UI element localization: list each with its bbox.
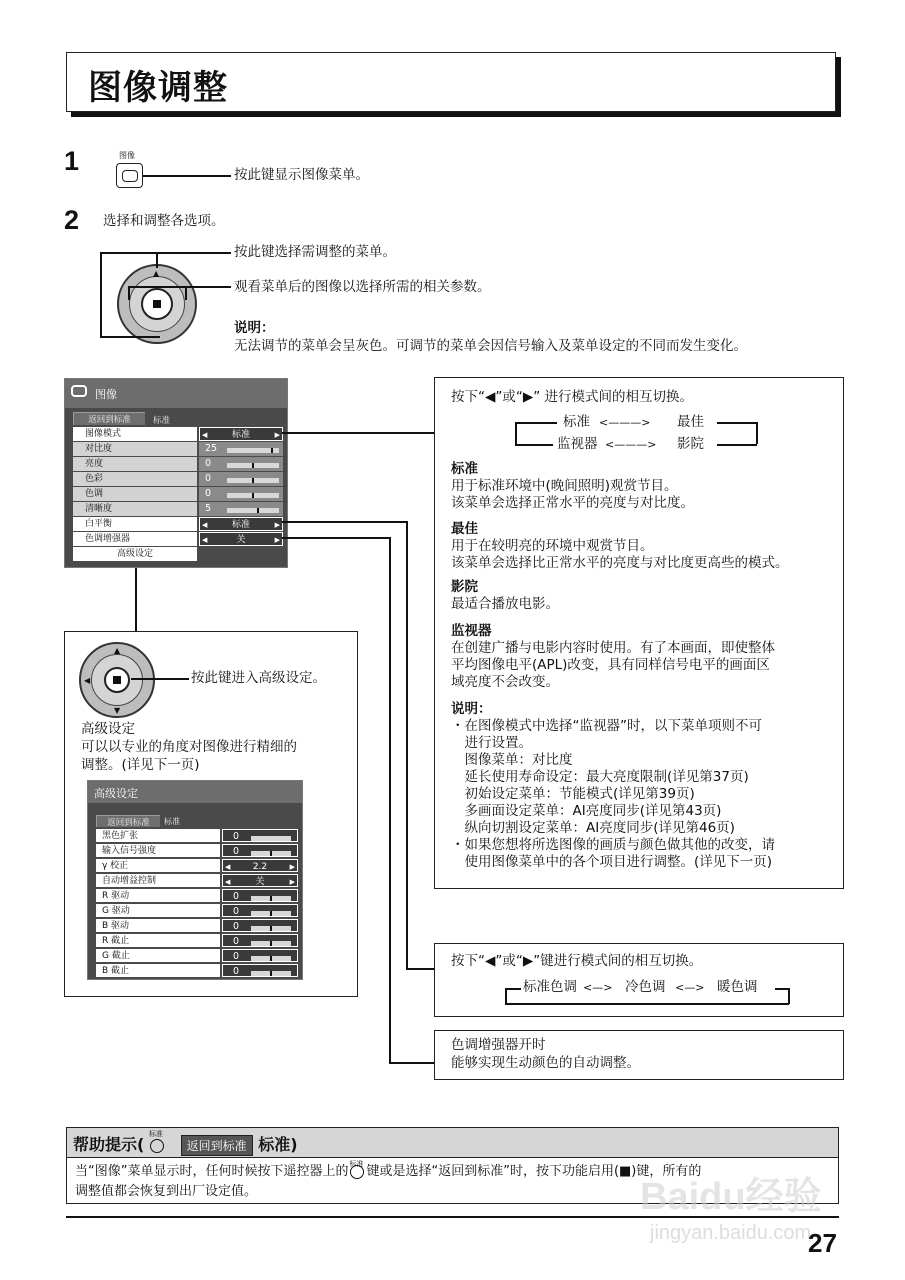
menu-row-color-enhancer[interactable]: 色调增强器 ◀ 关 ▶ [73, 532, 283, 546]
menu-row-hue[interactable]: 色调 0 [73, 487, 283, 501]
section-text: 用于在较明亮的环境中观赏节目。 [451, 538, 654, 554]
menu-row-sharpness[interactable]: 清晰度 5 [73, 502, 283, 516]
advanced-menu-title: 高级设定 [88, 781, 302, 803]
cycle-line [756, 422, 758, 444]
adv-row-b-cutoff[interactable]: B 截止 0 [96, 964, 298, 977]
tone-standard: 标准色调 [523, 979, 577, 995]
adv-row-r-drive[interactable]: R 驱动 0 [96, 889, 298, 902]
tone-cool: 冷色调 [625, 979, 666, 995]
cycle-line [775, 988, 789, 990]
advanced-desc-1: 可以以专业的角度对图像进行精细的 [81, 739, 297, 755]
help-header [66, 1127, 839, 1157]
connector-line [282, 537, 390, 539]
adv-row-g-cutoff[interactable]: G 截止 0 [96, 949, 298, 962]
advanced-heading: 高级设定 [81, 721, 135, 737]
advanced-callout: 按此键进入高级设定。 [191, 670, 326, 686]
adv-row-agc[interactable]: 自动增益控制 ◀ 关 ▶ [96, 874, 298, 887]
reset-value: 标准 [153, 416, 171, 426]
adv-row-input-level[interactable]: 输入信号强度 0 [96, 844, 298, 857]
watermark-url: jingyan.baidu.com [650, 1222, 812, 1244]
white-balance-intro: 按下“◀”或“▶”键进行模式间的相互切换。 [451, 953, 703, 969]
advanced-settings-button[interactable]: 高级设定 [73, 547, 197, 561]
left-arrow-icon: ◀ [84, 676, 91, 685]
section-title-standard: 标准 [451, 461, 478, 477]
tv-icon [71, 385, 87, 397]
note-line: ・在图像模式中选择“监视器”时，以下菜单项则不可 [451, 718, 762, 734]
tone-warm: 暖色调 [717, 979, 758, 995]
picture-menu [64, 378, 288, 568]
dpad-icon [117, 264, 197, 344]
bidirectional-arrow-icon: <———> [605, 438, 657, 451]
callout-line [156, 252, 231, 254]
note-line: 延长使用寿命设定：最大亮度限制(详见第37页) [451, 769, 749, 785]
color-enhancer-box [434, 1030, 844, 1080]
menu-row-brightness[interactable]: 亮度 0 [73, 457, 283, 471]
cycle-line [788, 988, 790, 1004]
cycle-line [515, 422, 557, 424]
menu-row-white-balance[interactable]: 白平衡 ◀ 标准 ▶ [73, 517, 283, 531]
picture-mode-box [434, 377, 844, 889]
mode-dynamic: 最佳 [677, 414, 704, 430]
up-arrow-icon: ▲ [153, 269, 160, 278]
section-text: 该菜单会选择比正常水平的亮度与对比度更高些的模式。 [451, 555, 789, 571]
connector-line [282, 432, 435, 434]
page-title: 图像调整 [88, 68, 228, 108]
menu-row-color[interactable]: 色彩 0 [73, 472, 283, 486]
menu-row-contrast[interactable]: 对比度 25 [73, 442, 283, 456]
advanced-menu [87, 780, 303, 980]
bidirectional-arrow-icon: <———> [599, 416, 651, 429]
callout-line [131, 678, 189, 680]
connector-line [389, 1062, 435, 1064]
picture-menu-title: 图像 [65, 379, 287, 408]
note-text: 无法调节的菜单会呈灰色。可调节的菜单会因信号输入及菜单设定的不同而发生变化。 [234, 338, 747, 354]
mode-cinema: 影院 [677, 436, 704, 452]
mode-intro: 按下“◀”或“▶” 进行模式间的相互切换。 [451, 389, 694, 405]
cycle-line [505, 988, 521, 990]
cycle-line [515, 444, 553, 446]
up-arrow-icon: ▲ [114, 646, 121, 655]
note-line: 初始设定菜单：节能模式(详见第39页) [451, 786, 695, 802]
reset-to-standard-button[interactable]: 返回到标准 [73, 412, 145, 425]
reset-to-standard-button[interactable]: 返回到标准 [96, 815, 160, 827]
help-title: 帮助提示( 标准 返回到标准 标准) [73, 1129, 298, 1154]
step-2-number: 2 [64, 205, 80, 235]
callout-up-down: 按此键选择需调整的菜单。 [234, 244, 396, 260]
cycle-line [505, 988, 507, 1004]
standard-key-icon: 标准 [350, 1165, 364, 1179]
page-number: 27 [808, 1228, 837, 1258]
picture-key-icon [116, 163, 143, 188]
connector-line [282, 521, 407, 523]
callout-line [128, 286, 231, 288]
callout-line [100, 252, 156, 254]
section-text: 用于标准环境中(晚间照明)观赏节目。 [451, 478, 678, 494]
callout-line [100, 252, 102, 336]
note-line: 多画面设定菜单：AI亮度同步(详见第43页) [451, 803, 722, 819]
step-1-number: 1 [64, 146, 80, 176]
advanced-settings-box [64, 631, 358, 997]
section-text: 域亮度不会改变。 [451, 674, 559, 690]
adv-row-r-cutoff[interactable]: R 截止 0 [96, 934, 298, 947]
note-line: 使用图像菜单中的各个项目进行调整。(详见下一页) [451, 854, 773, 870]
note-line: 进行设置。 [451, 735, 532, 751]
step-2-instruction: 选择和调整各选项。 [103, 213, 225, 229]
callout-line [185, 286, 187, 300]
cycle-line [717, 444, 757, 446]
white-balance-box [434, 943, 844, 1017]
cycle-line [717, 422, 757, 424]
help-text: 键或是选择“返回到标准”时，按下功能启用(■)键，所有的 [366, 1164, 702, 1179]
color-enhancer-line1: 色调增强器开时 [451, 1037, 546, 1053]
mode-note-title: 说明： [451, 701, 492, 717]
advanced-desc-2: 调整。(详见下一页) [81, 757, 200, 773]
note-line: 图像菜单：对比度 [451, 752, 573, 768]
section-text: 该菜单会选择正常水平的亮度与对比度。 [451, 495, 694, 511]
menu-row-picture-mode[interactable]: 图像模式 ◀ 标准 ▶ [73, 427, 283, 441]
down-arrow-icon: ▼ [114, 706, 121, 715]
callout-line [100, 336, 160, 338]
callout-line [156, 252, 158, 268]
bidirectional-arrow-icon: <—> [675, 981, 705, 994]
help-text: 调整值都会恢复到出厂设定值。 [75, 1184, 258, 1199]
adv-row-b-drive[interactable]: B 驱动 0 [96, 919, 298, 932]
reset-chip: 返回到标准 [181, 1135, 253, 1156]
section-text: 平均图像电平(APL)改变，具有同样信号电平的画面区 [451, 657, 770, 673]
section-title-monitor: 监视器 [451, 623, 492, 639]
dpad-icon [79, 642, 155, 718]
picture-key-label: 图像 [119, 151, 135, 160]
mode-standard: 标准 [563, 414, 590, 430]
connector-line [406, 521, 408, 969]
standard-key-icon: 标准 [150, 1139, 164, 1153]
section-title-dynamic: 最佳 [451, 521, 478, 537]
reset-value: 标准 [164, 817, 180, 826]
connector-line [389, 537, 391, 1063]
adv-row-gamma[interactable]: γ 校正 ◀ 2.2 ▶ [96, 859, 298, 872]
callout-left-right: 观看菜单后的图像以选择所需的相关参数。 [234, 279, 491, 295]
note-title: 说明： [234, 320, 275, 336]
watermark-logo: Baidu经验 [640, 1176, 822, 1218]
bidirectional-arrow-icon: <—> [583, 981, 613, 994]
section-title-cinema: 影院 [451, 579, 478, 595]
section-text: 在创建广播与电影内容时使用。有了本画面，即使整体 [451, 640, 775, 656]
cycle-line [505, 1003, 789, 1005]
connector-line [135, 568, 137, 632]
cycle-line [515, 422, 517, 444]
adv-row-g-drive[interactable]: G 驱动 0 [96, 904, 298, 917]
mode-monitor: 监视器 [557, 436, 598, 452]
adv-row-black-extension[interactable]: 黑色扩张 0 [96, 829, 298, 842]
section-text: 最适合播放电影。 [451, 596, 559, 612]
note-line: ・如果您想将所选图像的画质与颜色做其他的改变，请 [451, 837, 775, 853]
callout-line [143, 175, 231, 177]
connector-line [406, 968, 435, 970]
note-line: 纵向切割设定菜单：AI亮度同步(详见第46页) [451, 820, 735, 836]
callout-line [128, 286, 130, 300]
color-enhancer-line2: 能够实现生动颜色的自动调整。 [451, 1055, 640, 1071]
step-1-instruction: 按此键显示图像菜单。 [234, 167, 369, 183]
help-text: 当“图像”菜单显示时，任何时候按下遥控器上的 [75, 1164, 349, 1179]
